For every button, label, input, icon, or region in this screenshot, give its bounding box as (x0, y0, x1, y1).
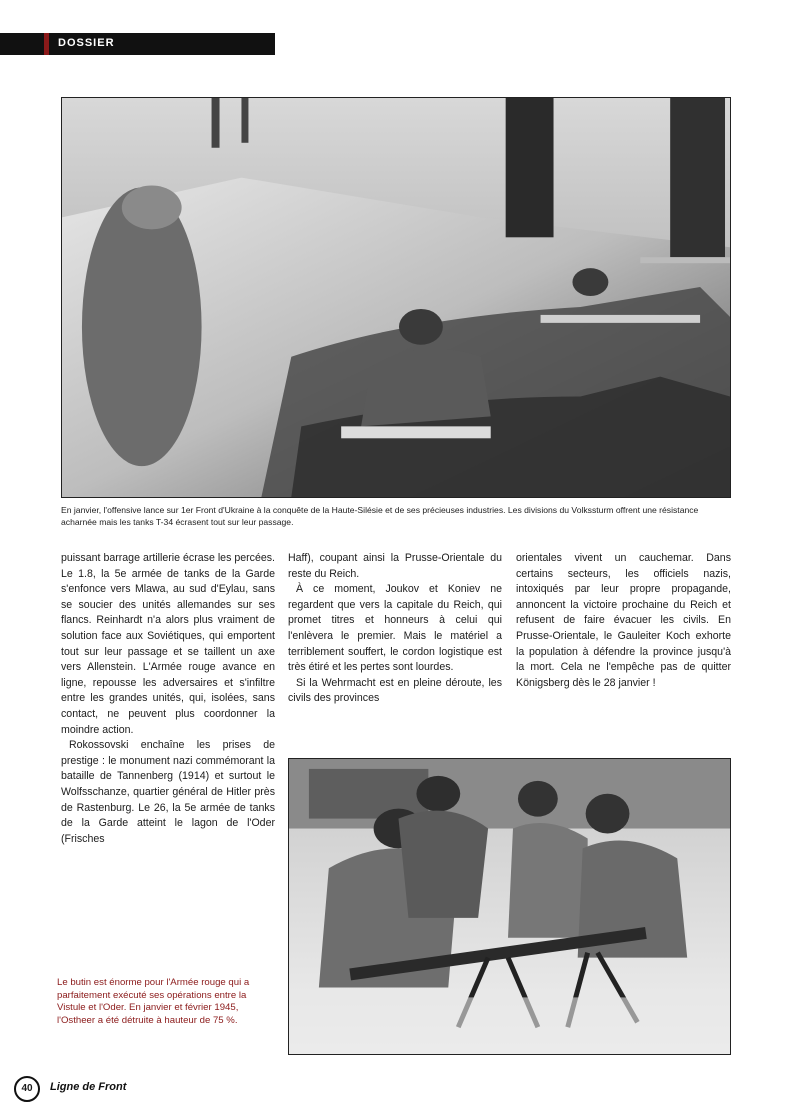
article-column-1 (61, 551, 275, 847)
article-paragraph: orientales vivent un cauchemar. Dans certains secteurs, les officiels nazis, intoxiqués par leur propre propagande, annoncent la victoire prochaine du Reich et refusent de faire évacuer les civils. En Prusse-Orientale, le Gauleiter Koch exhorte la population à défendre la province jusqu'à la mort. Cela ne l'empêche pas de quitter Königsberg dès le 28 janvier ! (516, 552, 731, 689)
page-number: 40 (14, 1076, 40, 1102)
section-header-accent (44, 33, 49, 55)
article-paragraph: À ce moment, Joukov et Koniev ne regardent que vers la capitale du Reich, qui promet titres et honneurs à celui qui l'enlèvera le premier. Mais le matériel a terriblement souffert, le cordon logistique est très étiré et les pertes sont lourdes. (288, 583, 502, 674)
article-paragraph: Si la Wehrmacht est en pleine déroute, les civils des provinces (288, 676, 502, 705)
publication-logo: Ligne de Front (50, 1081, 127, 1093)
article-paragraph: Haff), coupant ainsi la Prusse-Orientale du reste du Reich. (288, 552, 502, 580)
article-paragraph: Rokossovski enchaîne les prises de prestige : le monument nazi commémorant la bataille de Tannenberg (1914) et surtout le Wolfsschanze, quartier général de Hitler près de Rastenburg. Le 26, la 5e armée de tanks de la Garde atteint le lagon de l'Oder (Frisches (61, 739, 275, 845)
article-paragraph: puissant barrage artillerie écrase les percées. Le 1.8, la 5e armée de tanks de la Garde s'enfonce vers Mlawa, au sud d'Eylau, sans se soucier des unités allemandes sur ses flancs. Reinhardt n'a alors plus vraiment de solution face aux Soviétiques, qui emportent tout sur leur passage et se taillent un axe vers Allenstein. L'Armée rouge avance en ligne, repousse les adversaires et s'infiltre entre les grandes unités, qui, isolées, sans contact, ne peuvent plus coordonner la moindre action. (61, 552, 275, 736)
article-column-3 (516, 551, 731, 691)
top-photo-image (62, 98, 730, 497)
top-photo-caption: En janvier, l'offensive lance sur 1er Front d'Ukraine à la conquête de la Haute-Silésie et de ses précieuses industries. Les divisions du Volkssturm offrent une résistance acharnée mais les tanks T-34 écrasent tout sur leur passage. (61, 505, 699, 527)
bottom-photo-image (289, 759, 730, 1054)
article-column-2 (288, 551, 502, 707)
bottom-photo-caption: Le butin est énorme pour l'Armée rouge qui a parfaitement exécuté ses opérations entre la Vistule et l'Oder. En janvier et février 1945, l'Ostheer a été détruite à hauteur de 75 %. (57, 977, 250, 1026)
top-photo (61, 97, 731, 498)
section-label: DOSSIER (58, 37, 115, 49)
section-header-band (0, 33, 275, 55)
bottom-photo (288, 758, 731, 1055)
